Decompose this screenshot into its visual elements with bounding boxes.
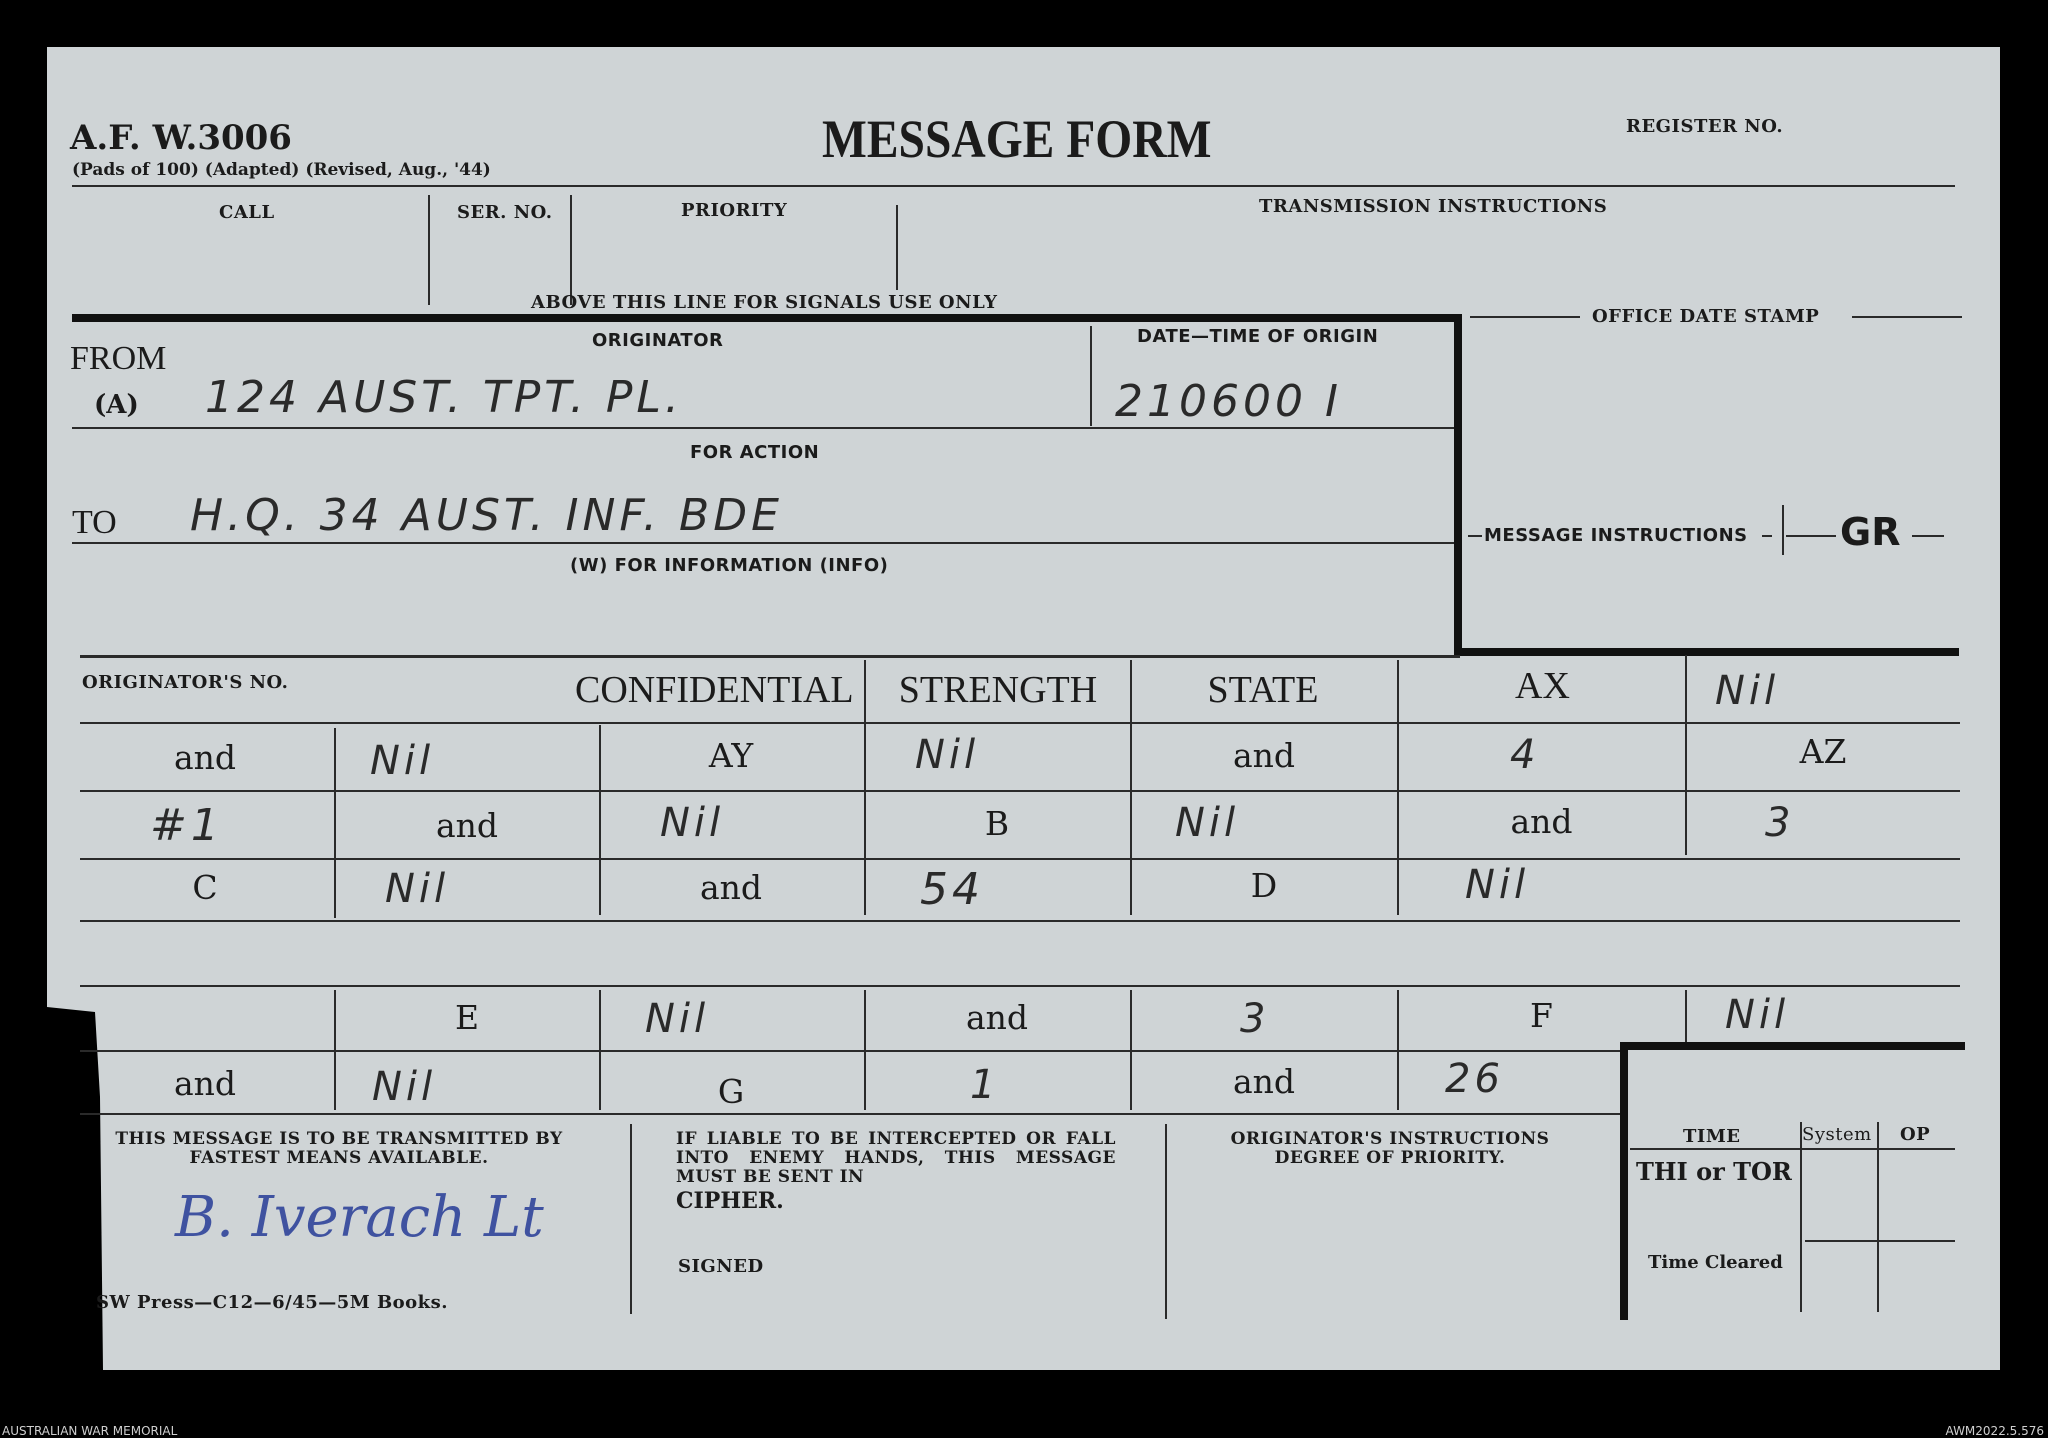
message-instructions-label: MESSAGE INSTRUCTIONS [1484,525,1748,546]
grid-top [80,655,1460,658]
system-label: System [1802,1124,1872,1145]
grid-cell-hw: Nil [915,732,980,778]
signed-label: SIGNED [678,1256,764,1277]
state-header: STATE [1207,669,1319,711]
op-label: OP [1900,1124,1931,1145]
press-line: SW Press—C12—6/45—5M Books. [96,1292,449,1313]
grid-cell-hw: Nil [1175,800,1240,846]
from-label: FROM [70,340,167,377]
rule [1630,1148,1955,1150]
frame-bottom-right [1454,648,1959,656]
grid-rule [80,985,1960,987]
originator-value: 124 AUST. TPT. PL. [205,372,683,423]
confidential-header: CONFIDENTIAL [575,669,854,711]
from-a-label: (A) [94,390,139,420]
to-value: H.Q. 34 AUST. INF. BDE [190,490,783,541]
transmission-instructions-label: TRANSMISSION INSTRUCTIONS [1259,196,1608,217]
grid-cell-hw: 3 [1765,800,1795,846]
divider [1090,326,1092,426]
divider [1877,1122,1879,1312]
divider [428,195,430,305]
divider [896,205,898,290]
grid-cell-hw: Nil [660,800,725,846]
grid-cell: and [965,998,1029,1037]
form-code: A.F. W.3006 [70,118,292,158]
grid-col [1685,655,1687,855]
ax-header: AX [1515,665,1570,707]
grid-cell-hw: 54 [920,864,984,915]
thi-tor-label: THI or TOR [1636,1157,1792,1186]
gr-label: GR [1840,510,1901,554]
grid-col [1685,990,1687,1045]
grid-cell: G [717,1072,745,1111]
grid-cell: and [1232,1062,1296,1101]
divider [1165,1124,1167,1319]
intercept-note: IF LIABLE TO BE INTERCEPTED OR FALL INTO ENEMY HANDS, THIS MESSAGE MUST BE SENT IN [676,1129,1116,1187]
grid-cell: B [984,804,1010,843]
archive-id: AWM2022.5.576 [1945,1424,2044,1438]
frame-top [72,314,1460,322]
grid-cell: and [173,738,237,777]
originators-no-label: ORIGINATOR'S NO. [82,672,289,693]
dto-value: 210600 I [1115,376,1342,427]
divider [1782,505,1784,555]
grid-cell: and [173,1064,237,1103]
time-box-top [1620,1042,1965,1050]
rule [1470,316,1580,318]
grid-cell: C [192,868,218,907]
divider [570,195,572,305]
grid-rule [80,1050,1620,1052]
header-rule [72,185,1955,187]
for-action-label: FOR ACTION [690,442,820,463]
grid-cell-hw: Nil [645,996,710,1042]
grid-cell-hw: 26 [1445,1056,1504,1102]
grid-col [864,660,866,915]
grid-cell: D [1250,866,1278,905]
rule [1786,535,1836,537]
grid-rule [80,858,1960,860]
rule [1852,316,1962,318]
grid-cell: and [1510,802,1573,841]
grid-cell: and [1232,736,1296,775]
rule [1762,535,1772,537]
grid-rule [80,722,1960,724]
divider [630,1124,632,1314]
office-date-stamp-label: OFFICE DATE STAMP [1592,306,1820,327]
grid-rule [80,920,1960,922]
orig-instructions: ORIGINATOR'S INSTRUCTIONS DEGREE OF PRIORITY. [1230,1129,1550,1168]
grid-cell-hw: #1 [150,800,223,851]
divider [1800,1122,1802,1312]
rule [1805,1240,1955,1242]
grid-rule [80,790,1960,792]
register-no-label: REGISTER NO. [1626,116,1784,137]
grid-col [1130,660,1132,915]
for-info-label: (W) FOR INFORMATION (INFO) [570,555,889,576]
grid-cell: E [454,998,480,1037]
call-label: CALL [219,202,275,223]
signals-line-note: ABOVE THIS LINE FOR SIGNALS USE ONLY [531,292,998,313]
rule [1468,535,1482,537]
priority-label: PRIORITY [681,200,788,221]
grid-cell-hw: Nil [372,1064,437,1110]
grid-cell: and [435,806,499,845]
to-label: TO [72,504,117,541]
strength-header: STRENGTH [898,669,1098,711]
rule [72,427,1454,429]
grid-cell-hw: Nil [370,738,435,784]
time-cleared-label: Time Cleared [1648,1252,1783,1273]
form-title: MESSAGE FORM [822,109,1212,169]
grid-col [1397,990,1399,1110]
dto-label: DATE—TIME OF ORIGIN [1137,326,1379,347]
grid-cell-hw: 4 [1510,732,1540,778]
grid-cell: F [1530,996,1553,1035]
ser-no-label: SER. NO. [457,202,553,223]
grid-col [1130,990,1132,1110]
grid-col [334,990,336,1110]
time-box-left [1620,1042,1628,1320]
grid-col [334,728,336,918]
grid-col [1397,660,1399,915]
archive-credit: AUSTRALIAN WAR MEMORIAL [2,1424,178,1438]
transmit-note: THIS MESSAGE IS TO BE TRANSMITTED BY FASTEST MEANS AVAILABLE. [115,1129,563,1168]
rule [72,542,1454,544]
frame-right [1454,314,1462,656]
grid-rule [80,1113,1620,1115]
signature: B. Iverach Lt [175,1185,544,1250]
rule [1912,535,1944,537]
grid-cell: AZ [1799,732,1847,771]
form-pads: (Pads of 100) (Adapted) (Revised, Aug., '44) [72,160,491,180]
grid-cell-hw: 3 [1240,996,1270,1042]
grid-cell-hw: Nil [385,866,450,912]
grid-cell-hw: Nil [1465,862,1530,908]
time-label: TIME [1683,1126,1741,1147]
grid-cell-hw: 1 [970,1062,1000,1108]
grid-cell-hw: Nil [1725,992,1790,1038]
originator-label: ORIGINATOR [592,330,724,351]
grid-cell: AY [708,736,754,775]
grid-cell: and [699,868,763,907]
cipher-label: CIPHER. [676,1188,784,1214]
ax-value: Nil [1715,668,1780,714]
